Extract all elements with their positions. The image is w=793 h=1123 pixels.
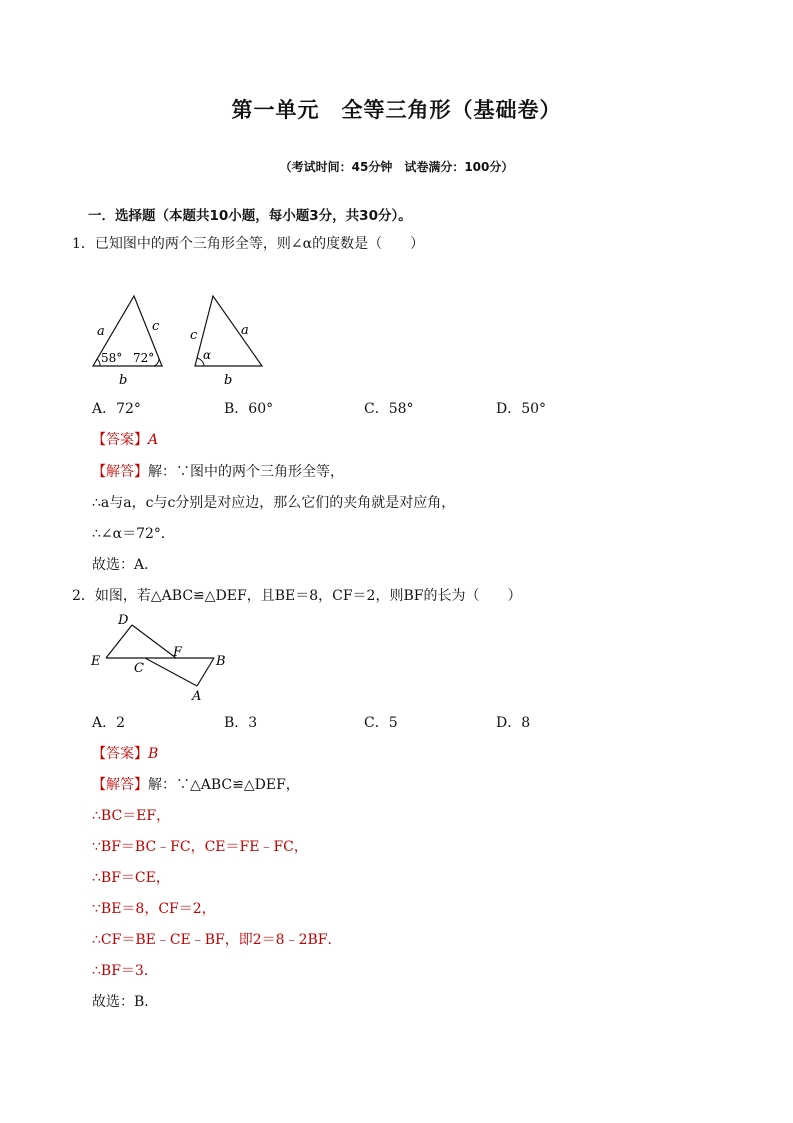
section-heading: 一．选择题（本题共10小题，每小题3分，共30分）。 <box>88 208 412 224</box>
segment-CA <box>145 658 197 686</box>
q1-answer: A <box>148 432 159 448</box>
label-left-b: b <box>119 373 128 388</box>
q2-answer: B <box>148 746 159 762</box>
q2-analysis-line-7: ∴BF＝3． <box>92 963 158 979</box>
q2-analysis-line-3: ∵BF＝BC﹣FC，CE＝FE﹣FC， <box>92 839 308 855</box>
label-right-b: b <box>224 373 233 388</box>
q2-option-d: D．8 <box>496 715 531 731</box>
q1-option-c: C．58° <box>364 401 414 417</box>
label-B: B <box>216 654 226 669</box>
q1-analysis-line-4: 故选：A． <box>92 557 159 573</box>
label-right-alpha: α <box>203 348 212 362</box>
q2-analysis-line-5: ∵BE＝8，CF＝2， <box>92 901 216 917</box>
question-1-stem: 1．已知图中的两个三角形全等，则∠α的度数是（ ） <box>72 236 425 252</box>
q2-analysis-line-2: ∴BC＝EF， <box>92 808 171 824</box>
q2-analysis-text-1: 解：∵△ABC≌△DEF， <box>148 777 300 793</box>
q1-analysis-line-2: ∴a与a，c与c分别是对应边，那么它们的夹角就是对应角， <box>92 495 456 511</box>
q1-analysis-line-1 <box>92 461 344 481</box>
q1-answer-line <box>92 429 158 449</box>
q1-option-d: D．50° <box>496 401 547 417</box>
segment-AB <box>197 658 214 686</box>
q2-analysis-line-8: 故选：B． <box>92 994 159 1010</box>
exam-info: （考试时间：45分钟 试卷满分：100分） <box>279 160 514 174</box>
question-2-stem: 2．如图，若△ABC≌△DEF，且BE＝8，CF＝2，则BF的长为（ ） <box>72 588 522 604</box>
label-C: C <box>134 661 144 676</box>
q1-answer-tag: 【答案】 <box>92 432 148 448</box>
label-left-72: 72° <box>133 351 155 365</box>
question-2-figure <box>85 610 245 705</box>
q2-option-b: B．3 <box>224 715 258 731</box>
q1-analysis-line-3: ∴∠α＝72°． <box>92 526 175 542</box>
label-right-a: a <box>241 323 249 338</box>
q2-analysis-line-4: ∴BF＝CE， <box>92 870 170 886</box>
q2-option-a: A．2 <box>92 715 126 731</box>
q2-analysis-line-1 <box>92 774 300 794</box>
q2-analysis-line-6: ∴CF＝BE﹣CE﹣BF，即2＝8﹣2BF． <box>92 932 342 948</box>
label-E: E <box>91 654 101 669</box>
label-left-58: 58° <box>101 351 123 365</box>
angle-arc-right <box>154 359 159 366</box>
label-left-c: c <box>152 319 160 334</box>
q2-answer-line <box>92 743 158 763</box>
label-F: F <box>173 645 183 660</box>
label-left-a: a <box>97 324 105 339</box>
page-title: 第一单元 全等三角形（基础卷） <box>231 98 562 122</box>
q1-analysis-tag: 【解答】 <box>92 464 148 480</box>
segment-ED <box>106 625 132 658</box>
segment-DF <box>132 625 176 658</box>
label-D: D <box>118 613 129 628</box>
label-A: A <box>192 689 202 704</box>
question-1-figure <box>85 288 275 388</box>
q1-analysis-text-1: 解：∵图中的两个三角形全等， <box>148 464 344 480</box>
angle-arc-left <box>97 359 100 366</box>
label-right-c: c <box>190 328 198 343</box>
q2-answer-tag: 【答案】 <box>92 746 148 762</box>
q1-option-b: B．60° <box>224 401 274 417</box>
q2-analysis-tag: 【解答】 <box>92 777 148 793</box>
q2-option-c: C．5 <box>364 715 398 731</box>
q1-option-a: A．72° <box>92 401 141 417</box>
